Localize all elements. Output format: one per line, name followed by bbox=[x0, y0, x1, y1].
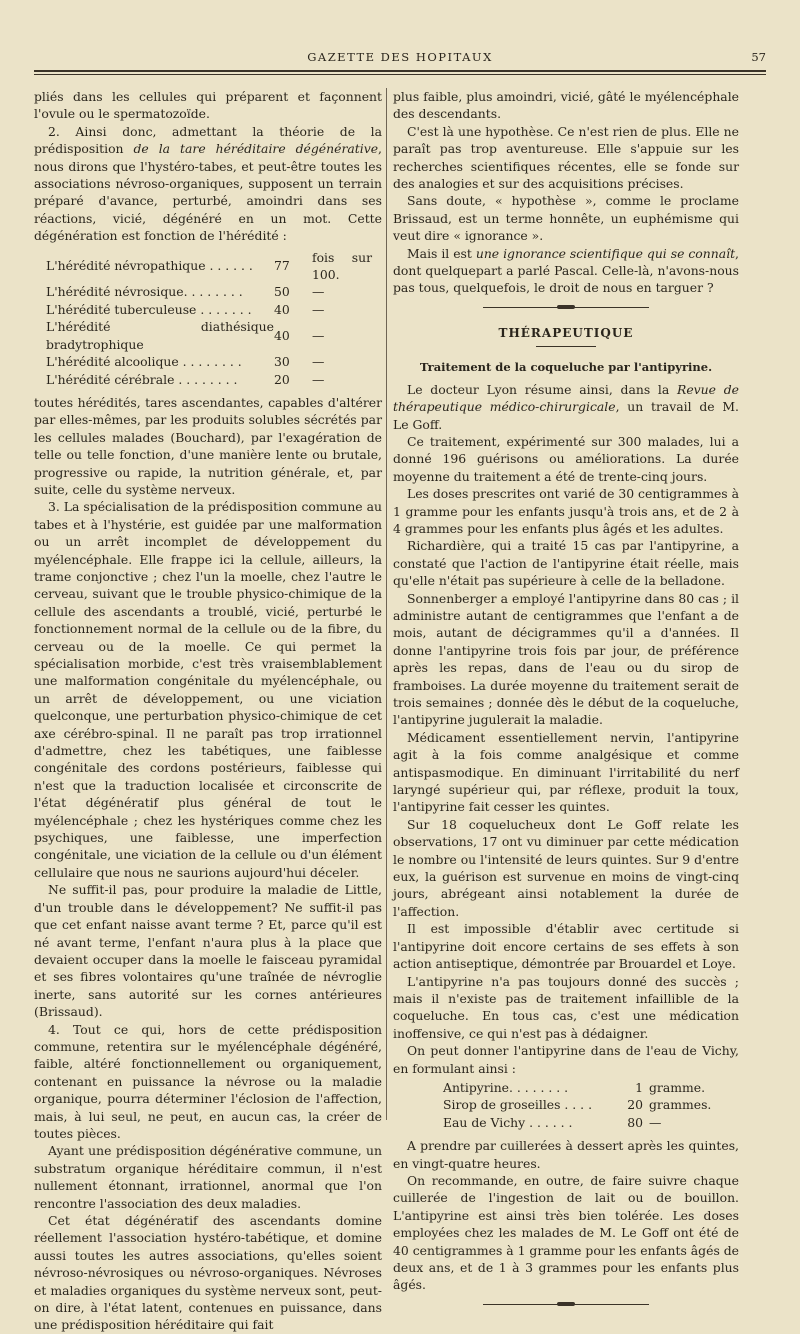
right-paragraph: L'antipyrine n'a pas toujours donné des succès ; mais il n'existe pas de traitement infaillible de la coqueluche. En tous cas, c'est une médication inoffensive, ce qui n'est pas à dédaigner. bbox=[393, 973, 739, 1041]
table-row bbox=[46, 353, 372, 370]
right-paragraph bbox=[393, 245, 739, 297]
stat-value: 77 bbox=[274, 258, 290, 274]
section-rule bbox=[536, 346, 596, 347]
stat-unit: — bbox=[312, 371, 325, 387]
recipe-unit: gramme. bbox=[649, 1079, 706, 1095]
stat-unit: — bbox=[312, 354, 325, 370]
end-ornament bbox=[393, 1302, 739, 1308]
right-paragraph: Sans doute, « hypothèse », comme le proclame Brissaud, est un terme honnête, un euphémisme qui veut dire « ignorance ». bbox=[393, 193, 739, 244]
stat-label: L'hérédité alcoolique . . . . . . . . bbox=[46, 354, 242, 370]
recipe-ingredient: Antipyrine. . . . . . . . bbox=[443, 1079, 569, 1095]
article-title: Traitement de la coqueluche par l'antipyrine. bbox=[419, 360, 713, 375]
table-row bbox=[46, 301, 372, 318]
left-paragraph: pliés dans les cellules qui préparent et façonnent l'ovule ou le spermatozoïde. bbox=[34, 89, 382, 122]
right-paragraph: Les doses prescrites ont varié de 30 centigrammes à 1 gramme pour les enfants jusqu'à trois ans, et de 2 à 4 grammes pour les enfants plus âgés et les adultes. bbox=[393, 486, 739, 536]
table-row bbox=[46, 249, 372, 284]
recipe-quantity: 20 bbox=[627, 1097, 643, 1113]
right-paragraph bbox=[393, 381, 739, 433]
left-paragraph bbox=[34, 123, 382, 245]
right-paragraph: A prendre par cuillerées à dessert après les quintes, en vingt-quatre heures. bbox=[393, 1138, 739, 1171]
left-paragraph: 3. La spécialisation de la prédisposition commune au tabes et à l'hystérie, est guidée par une malformation ou un arrêt incomplet de développement du myélencéphale. Elle frappe ici la cellule, ailleurs, la trame conjonctive ; chez l'un la moelle, chez l'autre le cerveau, suivant que le trouble physico-chimique de la cellule des ascendants a troublé, vicié, perturbé le fonctionnement normal de la cellule ou de la fibre, du cerveau ou de la moelle. Ce qui permet la spécialisation morbide, c'est très vraisemblablement une malformation congénitale du myélencéphale, ou un arrêt de développement, ou une viciation quelconque, une perturbation physico-chimique de cet axe cérébro-spinal. Il ne paraît pas trop irrationnel d'admettre, chez les tabétiques, une faiblesse congénitale des cordons postérieurs, faiblesse qui n'est que la traduction localisée et circonscrite de l'état dégénératif plus général de tout le myélencéphale ; chez les hystériques comme chez les psychiques, une faiblesse, une imperfection congénitale, une viciation de la cellule ou d'un élément cellulaire que nous ne saurions aujourd'hui déceler. bbox=[34, 499, 382, 880]
recipe-ingredient: Sirop de groseilles . . . . bbox=[443, 1097, 593, 1113]
stat-value: 30 bbox=[274, 354, 290, 370]
stat-label: L'hérédité névrosique. . . . . . . . bbox=[46, 284, 243, 300]
right-paragraph: Richardière, qui a traité 15 cas par l'antipyrine, a constaté que l'action de l'antipyrine était réelle, mais qu'elle n'était pas supérieure à celle de la belladone. bbox=[393, 538, 739, 589]
right-column bbox=[393, 88, 739, 1318]
right-paragraph: On recommande, en outre, de faire suivre chaque cuillerée de l'ingestion de lait ou de bouillon. L'antipyrine est ainsi très bien tolérée. Les doses employées chez les malades de M. Le Goff ont été de 40 centigrammes à 1 gramme pour les enfants âgés de deux ans, et de 1 à 3 grammes pour les enfants plus âgés. bbox=[393, 1172, 740, 1293]
recipe-ingredient: Eau de Vichy . . . . . . bbox=[443, 1114, 573, 1130]
left-column bbox=[34, 88, 382, 1334]
section-title: THÉRAPEUTIQUE bbox=[498, 325, 634, 340]
text-run: , un travail de M. Le Goff. bbox=[393, 399, 739, 432]
right-paragraph: Il est impossible d'établir avec certitude si l'antipyrine doit encore certains de ses effets à son action antiseptique, démontrée par Brouardel et Loye. bbox=[393, 921, 739, 972]
right-paragraph: Médicament essentiellement nervin, l'antipyrine agit à la fois comme analgésique et comme antispasmodique. En diminuant l'irritabilité du nerf laryngé supérieur qui, par réflexe, produit la toux, l'antipyrine fait cesser les quintes. bbox=[393, 729, 739, 815]
emphasis-text: une ignorance scientifique qui se connaît bbox=[475, 245, 736, 261]
left-paragraph: Ne suffit-il pas, pour produire la maladie de Little, d'un trouble dans le développement? Ne suffit-il pas que cet enfant naisse avant terme ? Et, parce qu'il est né avant terme, l'enfant n'aura plus à la place que devaient occuper dans la moelle le faisceau pyramidal et ses fibres volontaires qu'une traînée de névroglie inerte, sans autorité sur les cornes antérieures (Brissaud). bbox=[34, 882, 382, 1020]
right-paragraph: plus faible, plus amoindri, vicié, gâté le myélencéphale des descendants. bbox=[393, 89, 739, 122]
table-row bbox=[46, 371, 372, 388]
text-run: Le docteur Lyon résume ainsi, dans la bbox=[407, 381, 678, 397]
stat-unit: fois sur 100. bbox=[312, 249, 372, 283]
right-paragraph: C'est là une hypothèse. Ce n'est rien de plus. Elle ne paraît pas trop aventureuse. Elle s'appuie sur les recherches scientifiques récentes, elle se fonde sur des analogies et sur des acquisitions précises. bbox=[393, 123, 739, 192]
emphasis-text: Revue de thérapeutique médico-chirurgicale bbox=[393, 381, 739, 415]
recipe-unit: — bbox=[649, 1114, 662, 1130]
stat-value: 20 bbox=[274, 371, 290, 387]
table-row bbox=[443, 1096, 711, 1113]
page-number: 57 bbox=[751, 50, 766, 64]
recipe-table bbox=[443, 1079, 711, 1131]
stat-unit: — bbox=[312, 301, 325, 317]
emphasis-text: de la tare héréditaire dégénérative bbox=[133, 141, 379, 157]
header-rule-thin bbox=[34, 74, 766, 75]
text-run: , nous dirons que l'hystéro-tabes, et peut-être toutes les associations névroso-organiques, supposent un terrain préparé d'avance, perturbé, amoindri dans ses réactions, vicié, dégénéré en un mot. Cette dégénération est fonction de l'hérédité : bbox=[34, 141, 382, 244]
stat-unit: — bbox=[312, 284, 325, 300]
journal-title: GAZETTE DES HOPITAUX bbox=[307, 50, 493, 64]
ornament-dot bbox=[557, 1302, 575, 1306]
stat-value: 40 bbox=[274, 327, 290, 343]
left-paragraph: Cet état dégénératif des ascendants domine réellement l'association hystéro-tabétique, et domine aussi toutes les autres associations, qu'elles soient névroso-névrosiques ou névroso-organiques. Névroses et maladies organiques du système nerveux sont, peut-on dire, à l'état latent, contenues en puissance, dans une prédisposition héréditaire qui fait bbox=[34, 1213, 382, 1333]
stat-label: L'hérédité névropathique . . . . . . bbox=[46, 258, 253, 274]
table-row bbox=[443, 1114, 711, 1131]
recipe-quantity: 80 bbox=[627, 1114, 643, 1130]
stat-value: 40 bbox=[274, 301, 290, 317]
section-ornament bbox=[393, 305, 739, 311]
column-divider bbox=[386, 88, 387, 1120]
right-paragraph: Ce traitement, expérimenté sur 300 malades, lui a donné 196 guérisons ou améliorations. La durée moyenne du traitement a été de trente-cinq jours. bbox=[393, 433, 739, 484]
text-run: 2. Ainsi donc, admettant la théorie de la prédisposition bbox=[34, 123, 382, 157]
stat-label: L'hérédité diathésique bradytrophique bbox=[46, 319, 274, 352]
stat-label: L'hérédité tuberculeuse . . . . . . . bbox=[46, 301, 252, 317]
recipe-unit: grammes. bbox=[649, 1097, 712, 1113]
table-row bbox=[46, 318, 372, 353]
left-paragraph: 4. Tout ce qui, hors de cette prédisposition commune, retentira sur le myélencéphale dégénéré, faible, altéré fonctionnellement ou organiquement, contenant en puissance la névrose ou la maladie organique, pourra déterminer l'éclosion de l'affection, mais, à lui seul, ne peut, en aucun cas, la créer de toutes pièces. bbox=[34, 1021, 382, 1141]
text-run: Mais il est bbox=[407, 245, 476, 261]
right-paragraph: On peut donner l'antipyrine dans de l'eau de Vichy, en formulant ainsi : bbox=[393, 1043, 739, 1076]
left-paragraph: toutes hérédités, tares ascendantes, capables d'altérer par elles-mêmes, par les produits solubles sécrétés par les cellules malades (Bouchard), par l'exagération de telle ou telle fonction, d'une manière lente ou brutale, progressive ou rapide, la nutrition générale, et, par suite, celle du système nerveux. bbox=[34, 394, 382, 497]
stat-label: L'hérédité cérébrale . . . . . . . . bbox=[46, 371, 238, 387]
recipe-quantity: 1 bbox=[635, 1079, 643, 1095]
left-paragraph: Ayant une prédisposition dégénérative commune, un substratum organique héréditaire commun, il n'est nullement étonnant, irrationnel, anormal que l'on rencontre l'association des deux maladies. bbox=[34, 1143, 382, 1211]
text-run: , dont quelquepart a parlé Pascal. Celle-là, n'avons-nous pas tous, quelquefois, le droit de nous en targuer ? bbox=[393, 245, 739, 296]
heredity-stats-table bbox=[46, 249, 372, 388]
header-rule-thick bbox=[34, 70, 766, 72]
page-header bbox=[34, 50, 766, 66]
ornament-dot bbox=[557, 305, 575, 309]
table-row bbox=[443, 1079, 711, 1096]
right-paragraph: Sur 18 coquelucheux dont Le Goff relate les observations, 17 ont vu diminuer par cette médication le nombre ou l'intensité de leurs quintes. Sur 9 d'entre eux, la guérison est survenue en moins de vingt-cinq jours, abrégeant ainsi notablement la durée de l'affection. bbox=[393, 816, 739, 919]
stat-unit: — bbox=[312, 327, 325, 343]
stat-value: 50 bbox=[274, 284, 290, 300]
right-paragraph: Sonnenberger a employé l'antipyrine dans 80 cas ; il administre autant de centigrammes que l'enfant a de mois, autant de décigrammes qu'il a d'années. Il donne l'antipyrine trois fois par jour, de préférence après les repas, dans de l'eau ou du sirop de framboises. La durée moyenne du traitement serait de trois semaines ; donnée dès le début de la coqueluche, l'antipyrine jugulerait la maladie. bbox=[393, 590, 739, 728]
table-row bbox=[46, 283, 372, 300]
